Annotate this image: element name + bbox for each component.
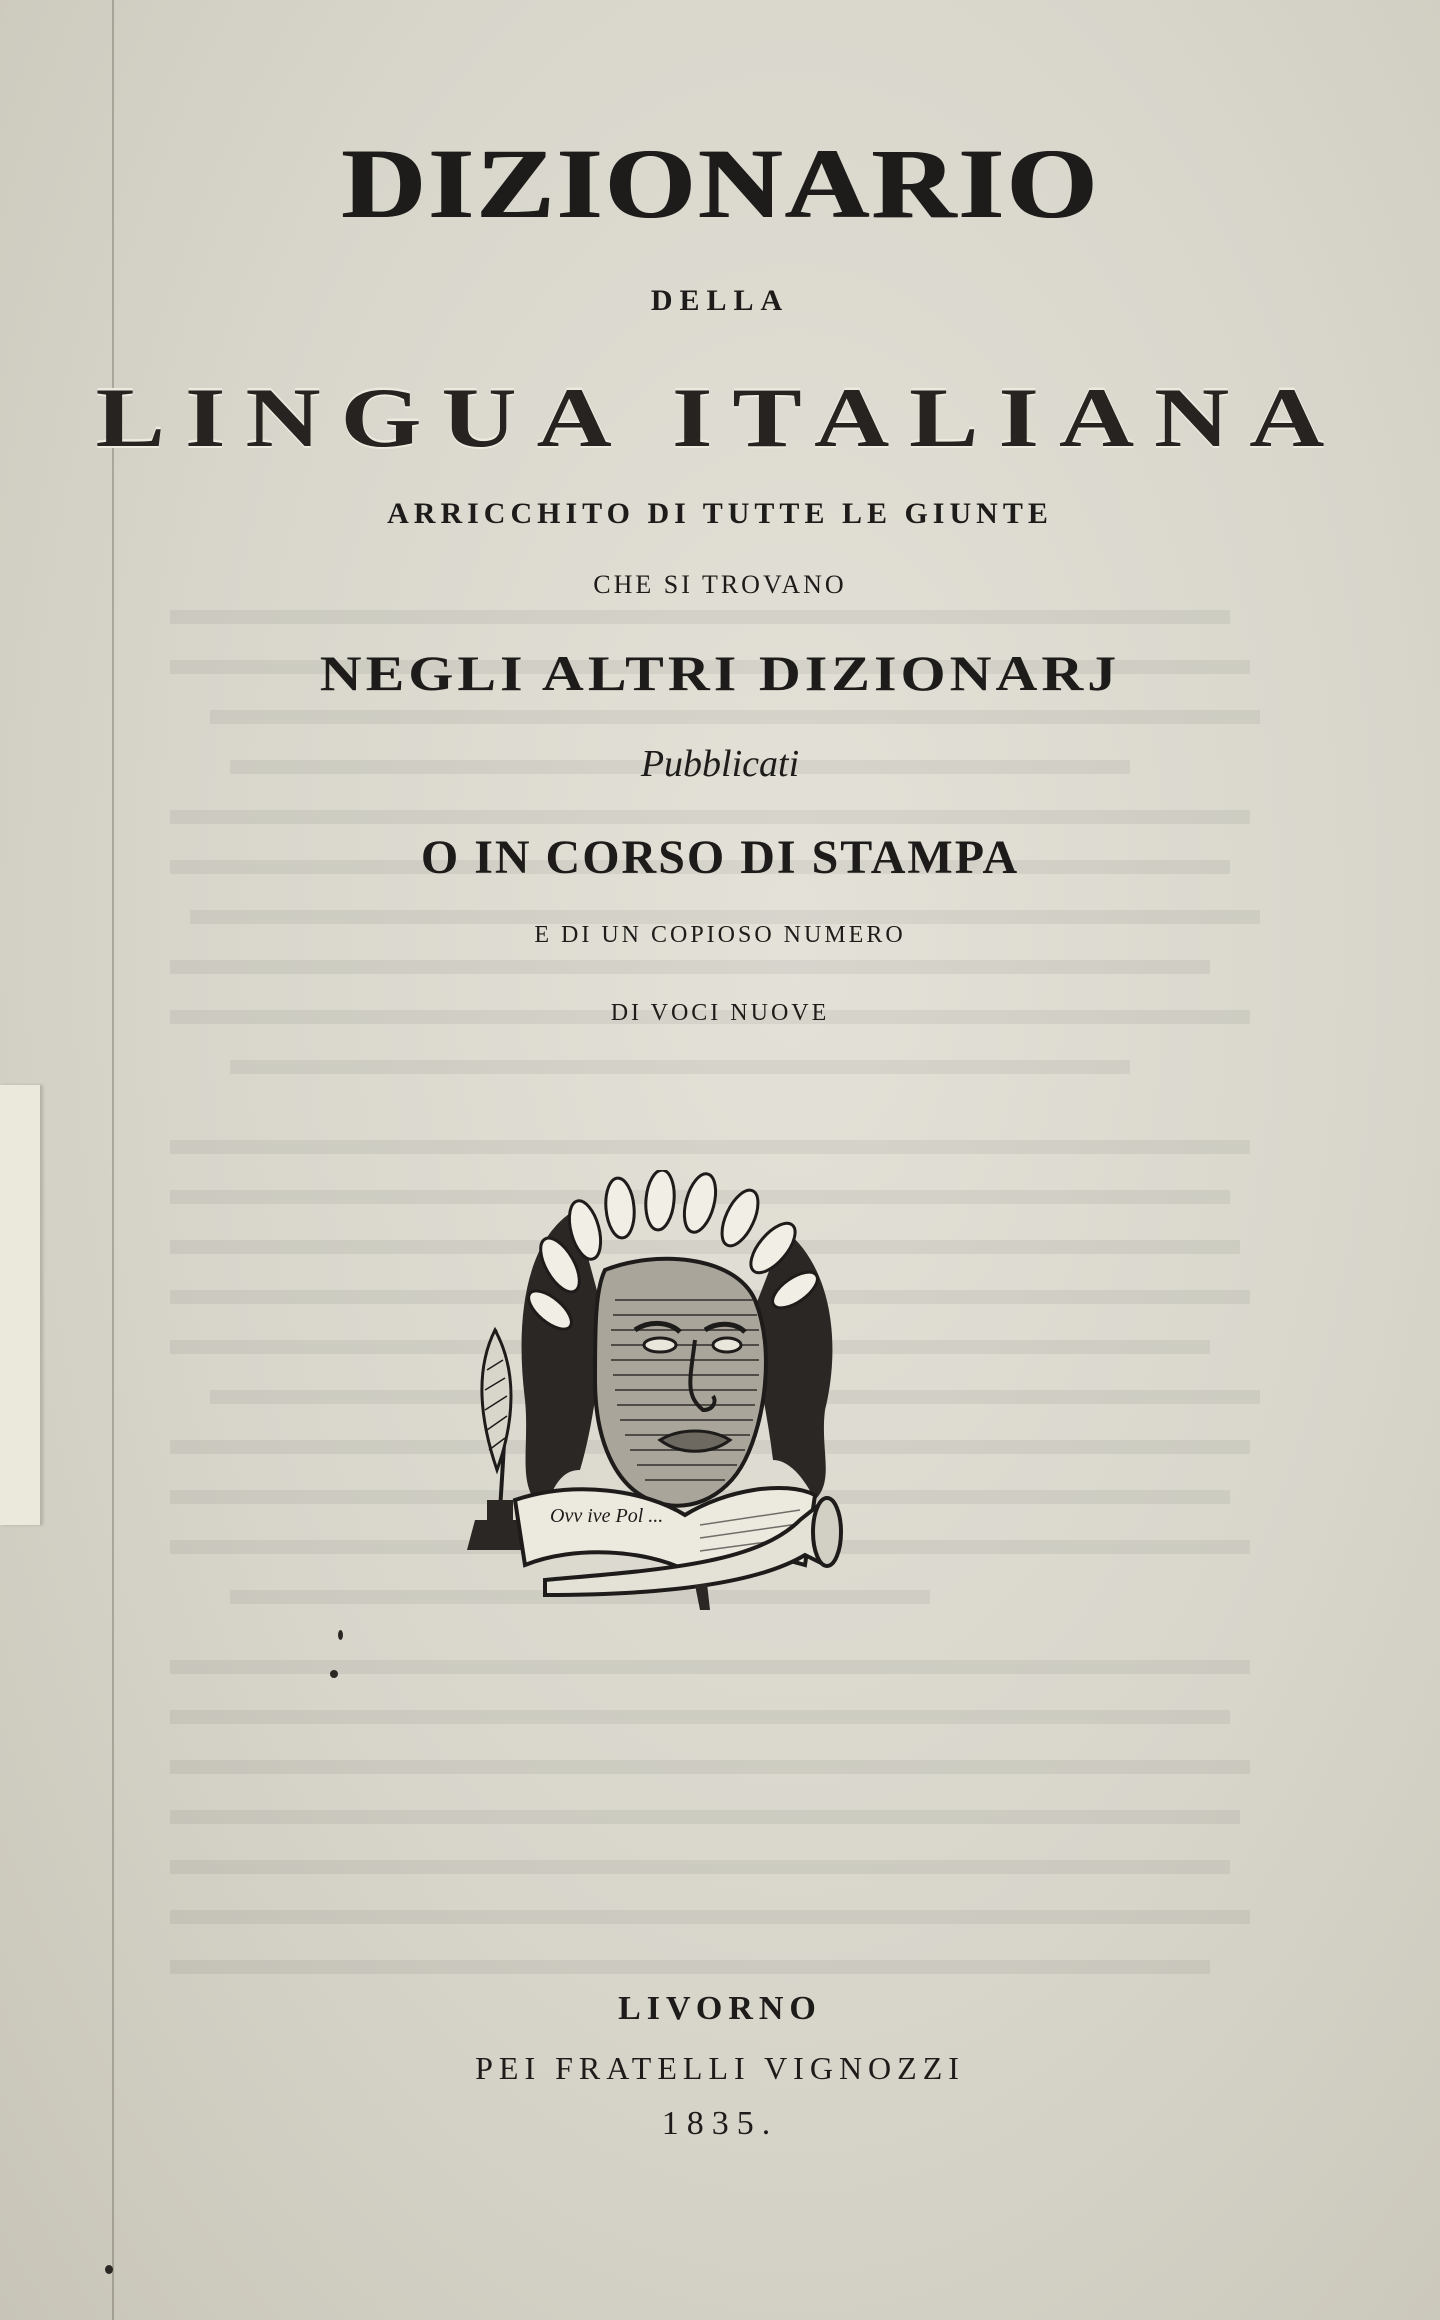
- printers-vignette: [455, 1170, 875, 1610]
- subtitle-line-1: ARRICCHITO DI TUTTE LE GIUNTE: [387, 497, 1053, 530]
- imprint-year: 1835.: [661, 2105, 779, 2142]
- subtitle-line-5: O IN CORSO DI STAMPA: [420, 831, 1020, 884]
- fold-line: [112, 0, 114, 2320]
- main-title: DIZIONARIO: [340, 129, 1100, 240]
- subtitle-line-4: Pubblicati: [640, 743, 800, 785]
- imprint-place: LIVORNO: [618, 1990, 822, 2027]
- subtitle-line-3: NEGLI ALTRI DIZIONARJ: [319, 645, 1121, 702]
- subtitle-line-6: E DI UN COPIOSO NUMERO: [534, 922, 906, 948]
- title-connector: DELLA: [650, 284, 790, 317]
- ink-spot: [338, 1630, 343, 1640]
- ink-spot: [105, 2265, 113, 2274]
- subtitle-line-2: CHE SI TROVANO: [593, 570, 847, 599]
- title-subject: LINGUA ITALIANA: [95, 370, 1345, 465]
- torn-page-edge: [0, 1085, 41, 1525]
- subtitle-line-7: DI VOCI NUOVE: [610, 1000, 830, 1026]
- vignette-paper-text: Ovv ive Pol ...: [550, 1505, 664, 1527]
- imprint-publisher: PEI FRATELLI VIGNOZZI: [475, 2050, 965, 2086]
- laurel-head-vignette-icon: [455, 1170, 875, 1610]
- ink-spot: [330, 1670, 338, 1678]
